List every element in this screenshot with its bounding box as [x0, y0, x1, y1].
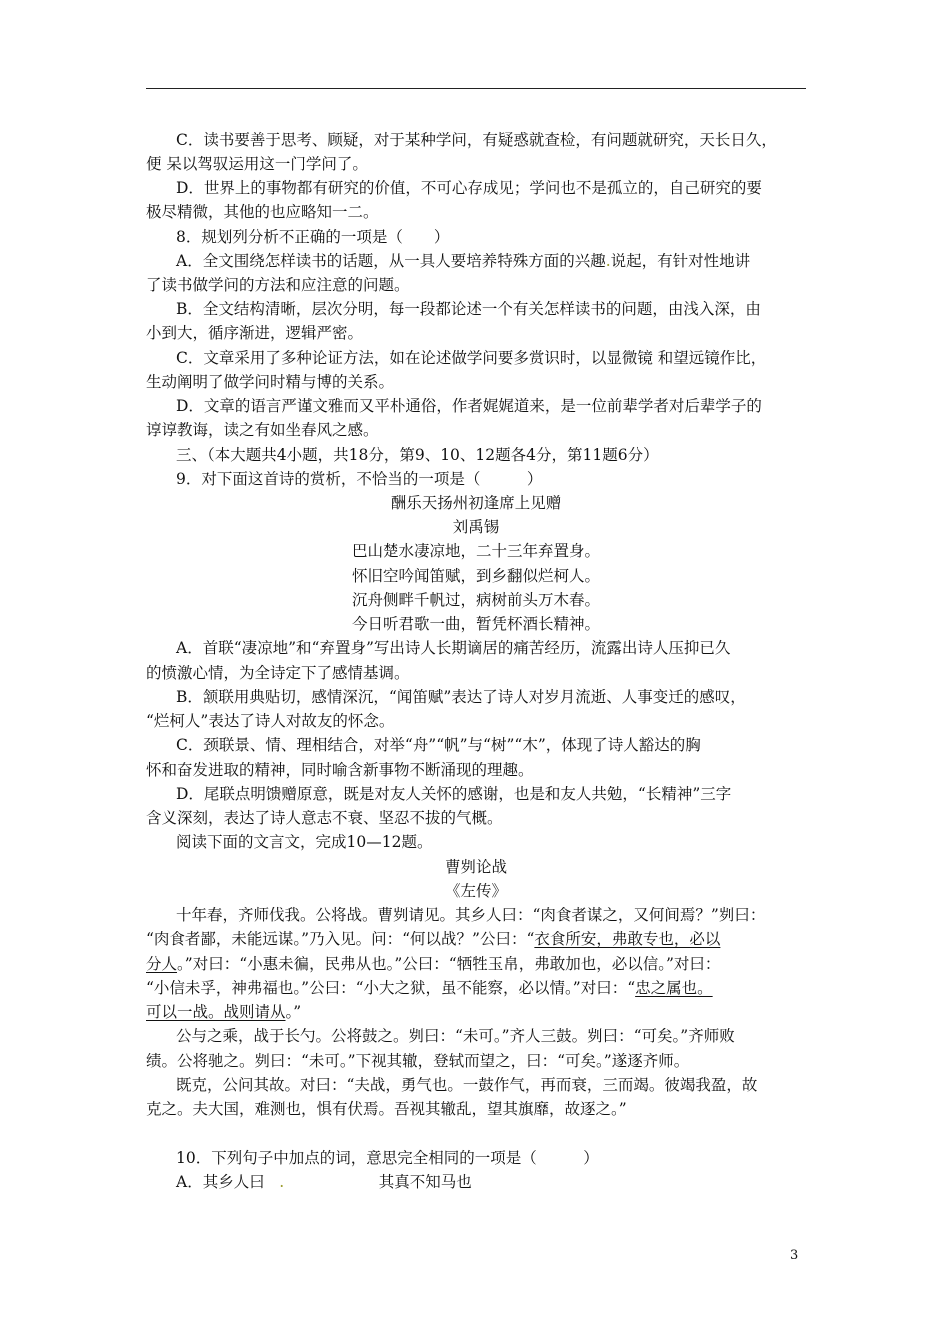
- poem-line: 怀旧空吟闻笛赋，到乡翻似烂柯人。: [351, 567, 600, 585]
- q9-option-c-line2: 怀和奋发进取的精神，同时喻含新事物不断涌现的理趣。: [146, 761, 534, 779]
- emphasis-dot: .: [605, 252, 611, 270]
- q8-option-d-line1: D．文章的语言严谨文雅而又平朴通俗，作者娓娓道来，是一位前辈学者对后辈学子的: [176, 397, 762, 415]
- q9-option-a-line1: A．首联“凄凉地”和“弃置身”写出诗人长期谪居的痛苦经历，流露出诗人压抑已久: [176, 639, 731, 657]
- q8-a-text: A．全文围绕怎样读书的话题，从一具人要培养特殊方面的兴趣: [176, 252, 606, 270]
- header-rule: [146, 88, 806, 89]
- poem-line: 今日听君歌一曲，暂凭杯酒长精神。: [351, 615, 600, 633]
- poem-title: 酬乐天扬州初逢席上见赠: [390, 494, 562, 512]
- q8-stem: 8．规划列分析不正确的一项是（ ）: [176, 228, 450, 246]
- q8-option-c-line2: 生动阐明了做学问时精与博的关系。: [146, 373, 395, 391]
- poem-line: 沉舟侧畔千帆过，病树前头万木春。: [351, 591, 600, 609]
- q10-a-right: 其真不知马也: [378, 1173, 472, 1191]
- q8-option-a-line1: [146, 249, 816, 273]
- underlined-text: 可以一战。战则请从: [146, 1003, 286, 1021]
- q9-option-c-line1: C．颈联景、情、理相结合，对举“舟”“帆”与“树”“木”，体现了诗人豁达的胸: [176, 736, 701, 754]
- essay-p2-line1: 公与之乘，战于长勺。公将鼓之。刿曰：“未可。”齐人三鼓。刿曰：“可矣。”齐师败: [176, 1027, 735, 1045]
- section-three-heading: 三、（本大题共4小题，共18分，第9、10、12题各4分，第11题6分）: [176, 446, 659, 464]
- underlined-text: 分人: [146, 955, 178, 973]
- q10-a-left: A．其乡人曰: [176, 1173, 265, 1191]
- q7-option-d-line2: 极尽精微，其他的也应略知一二。: [146, 203, 379, 221]
- q9-option-b-line1: B．颔联用典贴切，感情深沉，“闻笛赋”表达了诗人对岁月流逝、人事变迁的感叹，: [176, 688, 746, 706]
- essay-source: 《左传》: [444, 882, 507, 900]
- q9-option-d-line1: D．尾联点明馈赠原意，既是对友人关怀的感谢，也是和友人共勉，“长精神”三字: [176, 785, 732, 803]
- essay-p1-line4: [146, 976, 816, 1000]
- essay-p3-line1: 既克，公问其故。对曰：“夫战，勇气也。一鼓作气，再而衰，三而竭。彼竭我盈，故: [176, 1076, 758, 1094]
- q8-option-b-line2: 小到大，循序渐进，逻辑严密。: [146, 324, 364, 342]
- q9-option-a-line2: 的愤激心情，为全诗定下了感情基调。: [146, 664, 410, 682]
- essay-text: “小信未孚，神弗福也。”公曰：“小大之狱，虽不能察，必以情。”对曰：“: [146, 979, 636, 997]
- emphasis-dot: .: [279, 1173, 285, 1191]
- reading-instruction: 阅读下面的文言文，完成10—12题。: [176, 833, 433, 851]
- q7-option-d-line1: D．世界上的事物都有研究的价值，不可心存成见；学问也不是孤立的，自己研究的要: [176, 179, 762, 197]
- essay-text: 。”: [285, 1003, 302, 1021]
- essay-p2-line2: 绩。公将驰之。刿曰：“未可。”下视其辙，登轼而望之，曰：“可矣。”遂逐齐师。: [146, 1052, 690, 1070]
- q9-stem: 9．对下面这首诗的赏析，不恰当的一项是（ ）: [176, 470, 543, 488]
- q9-option-b-line2: “烂柯人”表达了诗人对故友的怀念。: [146, 712, 395, 730]
- essay-p1-line5: [146, 1000, 816, 1024]
- underlined-text: 衣食所安，弗敢专也，必以: [534, 930, 721, 948]
- page-number: 3: [790, 1248, 799, 1263]
- essay-p1-line3: [146, 952, 816, 976]
- essay-p1-line1: 十年春，齐师伐我。公将战。曹刿请见。其乡人曰：“肉食者谋之，又何间焉？”刿曰：: [176, 906, 766, 924]
- essay-text: “肉食者鄙，未能远谋。”乃入见。问：“何以战？”公曰：“: [146, 930, 535, 948]
- q10-option-a: [146, 1170, 816, 1194]
- q8-option-d-line2: 谆谆教诲，读之有如坐春风之感。: [146, 421, 379, 439]
- q8-a-tail: 说起，有针对性地讲: [610, 252, 751, 270]
- essay-text: 。”对曰：“小惠未徧，民弗从也。”公曰：“牺牲玉帛，弗敢加也，必以信。”对曰：: [177, 955, 721, 973]
- q8-option-b-line1: B．全文结构清晰，层次分明，每一段都论述一个有关怎样读书的问题，由浅入深，由: [176, 300, 761, 318]
- q7-option-c-line1: C．读书要善于思考、顾疑，对于某种学问，有疑惑就查检，有问题就研究，天长日久，: [176, 131, 777, 149]
- q8-option-a-line2: 了读书做学问的方法和应注意的问题。: [146, 276, 410, 294]
- essay-title: 曹刿论战: [444, 858, 507, 876]
- essay-p1-line2: [146, 927, 816, 951]
- q8-option-c-line1: C．文章采用了多种论证方法，如在论述做学问要多赏识时，以显微镜 和望远镜作比，: [176, 349, 767, 367]
- q7-option-c-line2: 便 呆以驾驭运用这一门学问了。: [146, 155, 368, 173]
- underlined-text: 忠之属也。: [635, 979, 713, 997]
- q9-option-d-line2: 含义深刻，表达了诗人意志不衰、坚忍不拔的气概。: [146, 809, 503, 827]
- q10-stem: 10．下列句子中加点的词，意思完全相同的一项是（ ）: [176, 1149, 599, 1167]
- poem-line: 巴山楚水凄凉地，二十三年弃置身。: [351, 542, 600, 560]
- essay-p3-line2: 克之。夫大国，难测也，惧有伏焉。吾视其辙乱，望其旗靡，故逐之。”: [146, 1100, 627, 1118]
- poem-author: 刘禹锡: [452, 518, 500, 536]
